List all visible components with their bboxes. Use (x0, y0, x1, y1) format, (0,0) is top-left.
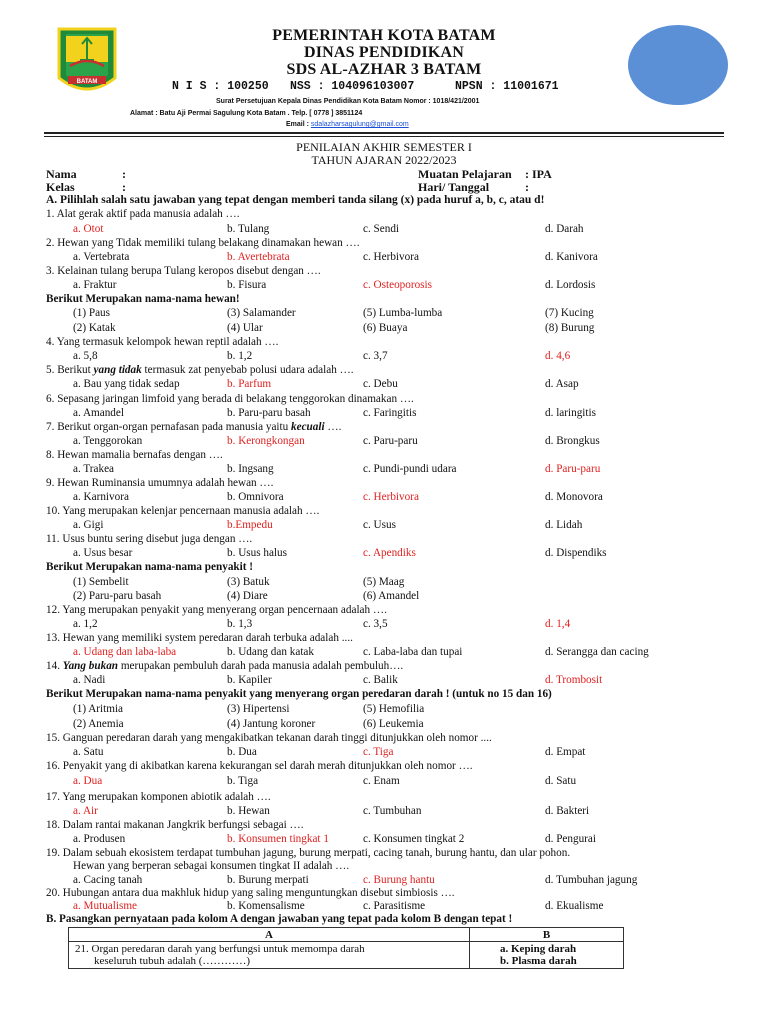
q1-option-a[interactable]: a. Otot (73, 223, 104, 235)
q7-emphasis: kecuali (291, 421, 325, 433)
email-link[interactable]: sdalazharsagulung@gmail.com (310, 121, 409, 128)
q17-option-b[interactable]: b. Hewan (227, 805, 270, 817)
q10-option-b[interactable]: b.Empedu (227, 519, 273, 531)
question-21-cell (69, 942, 470, 969)
q7-option-c[interactable]: c. Paru-paru (363, 435, 418, 447)
blood-disease-heading: Berikut Merupakan nama-nama penyakit yang menyerang organ peredaran darah ! (untuk no 15 dan 16) (46, 688, 552, 700)
animal-list-heading: Berikut Merupakan nama-nama hewan! (46, 293, 240, 305)
q8-option-b[interactable]: b. Ingsang (227, 463, 274, 475)
q6-option-d[interactable]: d. laringitis (545, 407, 596, 419)
section-a-instruction: A. Pilihlah salah satu jawaban yang tepat dengan memberi tanda silang (x) pada huruf a, b, c, atau d! (46, 194, 545, 206)
q15-option-c[interactable]: c. Tiga (363, 746, 394, 758)
question-8: 8. Hewan mamalia bernafas dengan …. (46, 449, 223, 461)
question-14 (46, 660, 403, 672)
question-16: 16. Penyakit yang di akibatkan karena kekurangan sel darah merah ditunjukkan oleh nomor …. (46, 760, 473, 772)
question-19: 19. Dalam sebuah ekosistem terdapat tumbuhan jagung, burung merpati, cacing tanah, burung hantu, dan ular pohon. (46, 847, 571, 859)
question-17: 17. Yang merupakan komponen abiotik adalah …. (46, 791, 271, 803)
hari-label: Hari/ Tanggal (418, 180, 490, 194)
q12-option-c[interactable]: c. 3,5 (363, 618, 388, 630)
answer-option-a[interactable]: a. Keping darah (500, 943, 577, 955)
q4-option-a[interactable]: a. 5,8 (73, 350, 98, 362)
animal-2: (2) Katak (73, 322, 116, 334)
q17-option-c[interactable]: c. Tumbuhan (363, 805, 422, 817)
hari-colon: : (525, 180, 529, 194)
muatan-value: : IPA (525, 167, 552, 181)
kelas-colon: : (122, 180, 126, 194)
question-2: 2. Hewan yang Tidak memiliki tulang belakang dinamakan hewan …. (46, 237, 360, 249)
q8-option-d[interactable]: d. Paru-paru (545, 463, 601, 475)
email-label: Email : (286, 121, 311, 128)
disease-list-heading: Berikut Merupakan nama-nama penyakit ! (46, 561, 253, 573)
animal-4: (4) Ular (227, 322, 263, 334)
q5-emphasis: yang tidak (93, 364, 142, 376)
q7-option-b[interactable]: b. Kerongkongan (227, 435, 305, 447)
q6-option-b[interactable]: b. Paru-paru basah (227, 407, 311, 419)
animal-7: (7) Kucing (545, 307, 594, 319)
q5-text-post: termasuk zat penyebab polusi udara adalah …. (141, 364, 354, 376)
q10-option-d[interactable]: d. Lidah (545, 519, 583, 531)
question-9: 9. Hewan Ruminansia umumnya adalah hewan …. (46, 477, 274, 489)
logo-text: BATAM (76, 79, 98, 85)
question-10: 10. Yang merupakan kelenjar pencernaan manusia adalah …. (46, 505, 320, 517)
q20-option-b[interactable]: b. Komensalisme (227, 900, 305, 912)
q5-option-d[interactable]: d. Asap (545, 378, 579, 390)
question-7 (46, 421, 341, 433)
animal-6: (6) Buaya (363, 322, 408, 334)
q3-option-c[interactable]: c. Osteoporosis (363, 279, 432, 291)
alamat-text: Alamat : Batu Aji Permai Sagulung Kota Batam . Telp. [ 0778 ] 3851124 (130, 110, 363, 117)
q11-option-a[interactable]: a. Usus besar (73, 547, 133, 559)
q5-option-c[interactable]: c. Debu (363, 378, 398, 390)
q13-option-b[interactable]: b. Udang dan katak (227, 646, 314, 658)
q4-option-d[interactable]: d. 4,6 (545, 350, 571, 362)
section-b-instruction: B. Pasangkan pernyataan pada kolom A dengan jawaban yang tepat pada kolom B dengan tepat ! (46, 913, 513, 925)
q18-option-d[interactable]: d. Pengurai (545, 833, 596, 845)
q14-option-b[interactable]: b. Kapiler (227, 674, 272, 686)
blood-disease-5: (5) Hemofilia (363, 703, 425, 715)
question-4: 4. Yang termasuk kelompok hewan reptil adalah …. (46, 336, 279, 348)
q10-option-a[interactable]: a. Gigi (73, 519, 104, 531)
q19-option-a[interactable]: a. Cacing tanah (73, 874, 143, 886)
q3-option-d[interactable]: d. Lordosis (545, 279, 596, 291)
header-rule-thin (44, 136, 724, 137)
question-21-line-2: keseluruh tubuh adalah (…………) (94, 955, 251, 967)
q10-option-c[interactable]: c. Usus (363, 519, 396, 531)
email-row (286, 121, 409, 128)
q3-option-a[interactable]: a. Fraktur (73, 279, 117, 291)
disease-1: (1) Sembelit (73, 576, 129, 588)
q20-option-c[interactable]: c. Parasitisme (363, 900, 426, 912)
animal-1: (1) Paus (73, 307, 110, 319)
question-1: 1. Alat gerak aktif pada manusia adalah …. (46, 208, 240, 220)
q9-option-c[interactable]: c. Herbivora (363, 491, 419, 503)
q5-option-b[interactable]: b. Parfum (227, 378, 272, 390)
q4-option-c[interactable]: c. 3,7 (363, 350, 388, 362)
blood-disease-4: (4) Jantung koroner (227, 718, 316, 730)
q9-option-d[interactable]: d. Monovora (545, 491, 603, 503)
q2-option-b[interactable]: b. Avertebrata (227, 251, 290, 263)
disease-2: (2) Paru-paru basah (73, 590, 162, 602)
question-19-line-2: Hewan yang berperan sebagai konsumen tingkat II adalah …. (73, 860, 350, 872)
q20-option-d[interactable]: d. Ekualisme (545, 900, 604, 912)
exam-title: PENILAIAN AKHIR SEMESTER I (296, 140, 472, 154)
q14-option-d[interactable]: d. Trombosit (545, 674, 603, 686)
q6-option-c[interactable]: c. Faringitis (363, 407, 417, 419)
q17-option-a[interactable]: a. Air (73, 805, 98, 817)
q15-option-a[interactable]: a. Satu (73, 746, 104, 758)
q1-option-c[interactable]: c. Sendi (363, 223, 400, 235)
disease-3: (3) Batuk (227, 576, 270, 588)
header-line-3: SDS AL-AZHAR 3 BATAM (286, 61, 482, 78)
disease-5: (5) Maag (363, 576, 405, 588)
question-15: 15. Ganguan peredaran darah yang mengakibatkan tekanan darah tinggi ditunjukkan oleh nomor .... (46, 732, 492, 744)
q9-option-a[interactable]: a. Karnivora (73, 491, 129, 503)
q17-option-d[interactable]: d. Bakteri (545, 805, 590, 817)
answer-option-b[interactable]: b. Plasma darah (500, 955, 577, 967)
q2-option-a[interactable]: a. Vertebrata (73, 251, 130, 263)
answer-options-cell (470, 942, 624, 969)
question-12: 12. Yang merupakan penyakit yang menyerang organ pencernaan adalah …. (46, 604, 387, 616)
q4-option-b[interactable]: b. 1,2 (227, 350, 253, 362)
q3-option-b[interactable]: b. Fisura (227, 279, 267, 291)
q14-option-a[interactable]: a. Nadi (73, 674, 106, 686)
q13-option-d[interactable]: d. Serangga dan cacing (545, 646, 649, 658)
question-3: 3. Kelainan tulang berupa Tulang keropos disebut dengan …. (46, 265, 321, 277)
blood-disease-2: (2) Anemia (73, 718, 124, 730)
question-13: 13. Hewan yang memiliki system peredaran darah terbuka adalah .... (46, 632, 353, 644)
q14-emphasis: Yang bukan (62, 660, 119, 672)
q16-option-c[interactable]: c. Enam (363, 775, 400, 787)
q18-option-a[interactable]: a. Produsen (73, 833, 126, 845)
nama-label: Nama (46, 167, 77, 181)
q12-option-d[interactable]: d. 1,4 (545, 618, 571, 630)
q19-option-d[interactable]: d. Tumbuhan jagung (545, 874, 638, 886)
q7-option-a[interactable]: a. Tenggorokan (73, 435, 143, 447)
q12-option-b[interactable]: b. 1,3 (227, 618, 253, 630)
blood-disease-6: (6) Leukemia (363, 718, 424, 730)
blue-circle-decoration (628, 25, 728, 105)
animal-3: (3) Salamander (227, 307, 296, 319)
q8-option-a[interactable]: a. Trakea (73, 463, 115, 475)
q1-option-d[interactable]: d. Darah (545, 223, 584, 235)
q16-option-b[interactable]: b. Tiga (227, 775, 259, 787)
q18-option-c[interactable]: c. Konsumen tingkat 2 (363, 833, 465, 845)
q5-option-a[interactable]: a. Bau yang tidak sedap (73, 378, 180, 390)
q11-option-d[interactable]: d. Dispendiks (545, 547, 607, 559)
disease-4: (4) Diare (227, 590, 268, 602)
q12-option-a[interactable]: a. 1,2 (73, 618, 98, 630)
surat-text: Surat Persetujuan Kepala Dinas Pendidikan Kota Batam Nomor : 1018/421/2001 (216, 98, 480, 105)
q7-option-d[interactable]: d. Brongkus (545, 435, 600, 447)
q20-option-a[interactable]: a. Mutualisme (73, 900, 138, 912)
q9-option-b[interactable]: b. Omnivora (227, 491, 284, 503)
question-18: 18. Dalam rantai makanan Jangkrik berfungsi sebagai …. (46, 819, 304, 831)
question-6: 6. Sepasang jaringan limfoid yang berada di belakang tenggorokan dinamakan …. (46, 393, 414, 405)
column-a-header: A (69, 928, 470, 942)
header-line-1: PEMERINTAH KOTA BATAM (272, 27, 496, 44)
q6-option-a[interactable]: a. Amandel (73, 407, 124, 419)
muatan-label: Muatan Pelajaran (418, 167, 512, 181)
exam-year: TAHUN AJARAN 2022/2023 (311, 153, 457, 167)
q8-option-c[interactable]: c. Pundi-pundi udara (363, 463, 457, 475)
nis-text: N I S : 100250 (172, 80, 269, 93)
blood-disease-3: (3) Hipertensi (227, 703, 290, 715)
q16-option-d[interactable]: d. Satu (545, 775, 577, 787)
q14-text-post: merupakan pembuluh darah pada manusia adalah pembuluh…. (118, 660, 404, 672)
npsn-text: NPSN : 11001671 (455, 80, 559, 93)
animal-8: (8) Burung (545, 322, 595, 334)
q13-option-c[interactable]: c. Laba-laba dan tupai (363, 646, 463, 658)
animal-5: (5) Lumba-lumba (363, 307, 443, 319)
q13-option-a[interactable]: a. Udang dan laba-laba (73, 646, 177, 658)
question-11: 11. Usus buntu sering disebut juga dengan …. (46, 533, 253, 545)
disease-6: (6) Amandel (363, 590, 420, 602)
q1-option-b[interactable]: b. Tulang (227, 223, 270, 235)
q11-option-b[interactable]: b. Usus halus (227, 547, 287, 559)
question-5 (46, 364, 354, 376)
q18-option-b[interactable]: b. Konsumen tingkat 1 (227, 833, 329, 845)
kelas-label: Kelas (46, 180, 75, 194)
table-row (69, 942, 624, 969)
header-line-2: DINAS PENDIDIKAN (303, 44, 465, 61)
matching-table (68, 927, 624, 969)
nama-colon: : (122, 167, 126, 181)
q2-option-d[interactable]: d. Kanivora (545, 251, 598, 263)
q16-option-a[interactable]: a. Dua (73, 775, 103, 787)
question-20: 20. Hubungan antara dua makhluk hidup yang saling menguntungkan disebut simbiosis …. (46, 887, 455, 899)
header-rule-thick (44, 132, 724, 134)
q15-option-b[interactable]: b. Dua (227, 746, 257, 758)
q5-text-pre: 5. Berikut (46, 364, 94, 376)
q11-option-c[interactable]: c. Apendiks (363, 547, 416, 559)
q14-text-pre: 14. (46, 660, 63, 672)
q19-option-b[interactable]: b. Burung merpati (227, 874, 309, 886)
q2-option-c[interactable]: c. Herbivora (363, 251, 419, 263)
column-b-header: B (470, 928, 624, 942)
q7-text-pre: 7. Berikut organ-organ pernafasan pada manusia yaitu (46, 421, 292, 433)
blood-disease-1: (1) Aritmia (73, 703, 124, 715)
question-21-line-1: 21. Organ peredaran darah yang berfungsi untuk memompa darah (75, 943, 365, 955)
q15-option-d[interactable]: d. Empat (545, 746, 586, 758)
q14-option-c[interactable]: c. Balik (363, 674, 398, 686)
nss-text: NSS : 104096103007 (290, 80, 415, 93)
q7-text-post: …. (324, 421, 342, 433)
q19-option-c[interactable]: c. Burung hantu (363, 874, 435, 886)
